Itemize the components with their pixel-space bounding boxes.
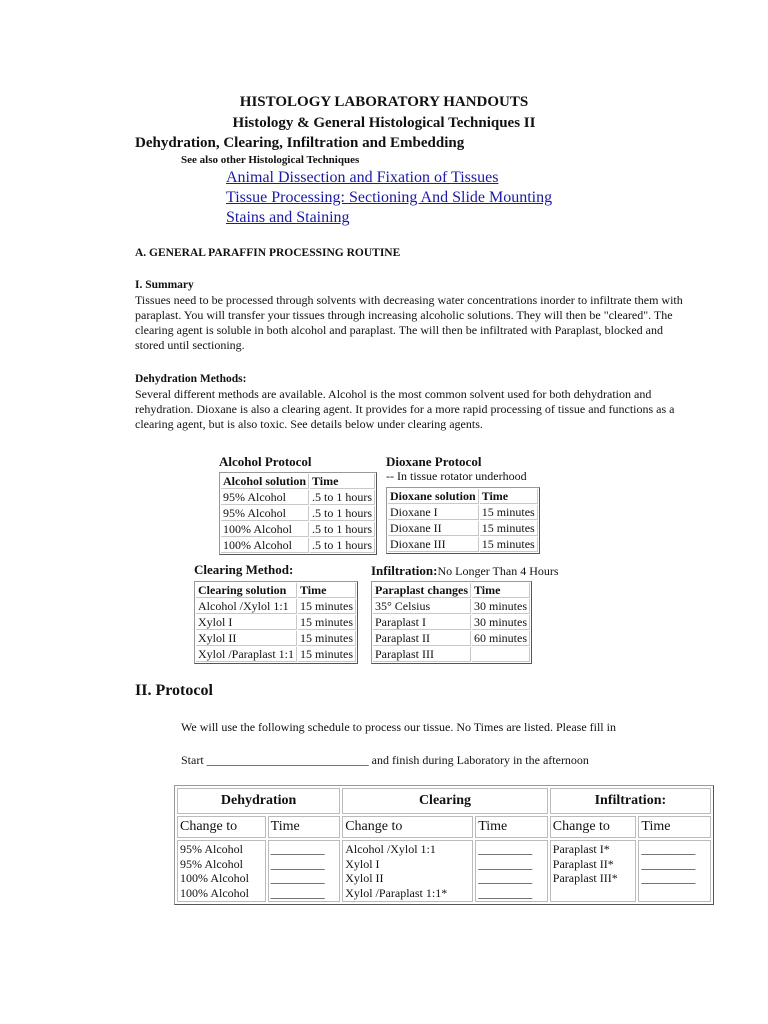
time-cell: 15 minutes: [298, 615, 356, 630]
time-blank[interactable]: _________: [270, 856, 325, 871]
time-cell: 15 minutes: [480, 537, 538, 552]
time-cell: 60 minutes: [472, 631, 530, 646]
table-row: [388, 521, 538, 536]
see-also-label: See also other Histological Techniques: [181, 154, 360, 166]
group-header-clearing: Clearing: [342, 788, 548, 814]
infiltration-table: [371, 581, 532, 664]
section-a-heading: A. GENERAL PARAFFIN PROCESSING ROUTINE: [135, 247, 401, 259]
schedule-table: [174, 785, 714, 905]
link-dissection-fixation[interactable]: Animal Dissection and Fixation of Tissues: [226, 169, 499, 186]
page-subtitle: Histology & General Histological Techniques II: [232, 115, 536, 131]
list-item: Alcohol /Xylol 1:1: [345, 842, 436, 856]
infiltration-list: [550, 840, 637, 902]
table-row: [373, 631, 530, 646]
time-blank[interactable]: _________: [478, 842, 533, 856]
time-blank[interactable]: _________: [478, 856, 533, 871]
list-item: Paraplast II*: [552, 856, 614, 871]
column-header: Time: [480, 489, 538, 504]
time-cell: 30 minutes: [472, 599, 530, 614]
table-row: [388, 537, 538, 552]
dehydration-list: [177, 840, 266, 902]
infiltration-heading: [371, 562, 559, 580]
table-row: [221, 490, 375, 505]
time-blank[interactable]: _________: [270, 842, 325, 856]
table-row: [196, 599, 356, 614]
clearing-list: [342, 840, 473, 902]
dioxane-protocol-title: Dioxane Protocol: [386, 454, 482, 469]
solution-cell: Paraplast I: [373, 615, 471, 630]
column-header-change-to: Change to: [177, 816, 266, 838]
time-cell: 30 minutes: [472, 615, 530, 630]
alcohol-protocol-title: Alcohol Protocol: [219, 454, 312, 469]
table-header-row: [221, 474, 375, 489]
table-row: [196, 615, 356, 630]
column-header: Time: [310, 474, 375, 489]
solution-cell: 95% Alcohol: [221, 490, 309, 505]
clearing-method-title: Clearing Method:: [194, 562, 294, 577]
page-topic: Dehydration, Clearing, Infiltration and Embedding: [135, 135, 465, 151]
alcohol-protocol-table: [219, 472, 377, 555]
table-header-row: [388, 489, 538, 504]
column-header: Alcohol solution: [221, 474, 309, 489]
solution-cell: 100% Alcohol: [221, 538, 309, 553]
time-blank[interactable]: _________: [641, 856, 696, 871]
solution-cell: 35° Celsius: [373, 599, 471, 614]
time-cell: 15 minutes: [298, 647, 356, 662]
start-line: Start ___________________________ and finish during Laboratory in the afternoon: [181, 753, 589, 767]
solution-cell: Dioxane II: [388, 521, 479, 536]
column-header-time: Time: [638, 816, 711, 838]
solution-cell: Dioxane III: [388, 537, 479, 552]
table-row: [221, 506, 375, 521]
time-cell: 15 minutes: [480, 505, 538, 520]
column-header: Time: [472, 583, 530, 598]
solution-cell: Paraplast II: [373, 631, 471, 646]
infiltration-time-blanks[interactable]: [638, 840, 711, 902]
time-cell: .5 to 1 hours: [310, 522, 375, 537]
clearing-time-blanks[interactable]: [475, 840, 548, 902]
dehydration-time-blanks[interactable]: [268, 840, 341, 902]
solution-cell: Xylol II: [196, 631, 297, 646]
column-header: Dioxane solution: [388, 489, 479, 504]
list-item: Paraplast I*: [552, 842, 610, 856]
list-item: 100% Alcohol: [180, 871, 249, 885]
group-header-dehydration: Dehydration: [177, 788, 340, 814]
table-header-row: [196, 583, 356, 598]
time-blank[interactable]: _________: [478, 885, 533, 900]
column-header-time: Time: [268, 816, 341, 838]
table-row: [196, 647, 356, 662]
column-header: Paraplast changes: [373, 583, 471, 598]
dioxane-protocol-table: [386, 487, 540, 554]
time-blank[interactable]: _________: [641, 842, 696, 856]
list-item: 95% Alcohol: [180, 842, 243, 856]
time-cell: 15 minutes: [298, 631, 356, 646]
table-row: [373, 615, 530, 630]
solution-cell: Alcohol /Xylol 1:1: [196, 599, 297, 614]
time-cell: .5 to 1 hours: [310, 538, 375, 553]
group-header-infiltration: Infiltration:: [550, 788, 711, 814]
link-tissue-processing[interactable]: Tissue Processing: Sectioning And Slide Mounting: [226, 189, 553, 206]
time-blank[interactable]: _________: [270, 885, 325, 900]
solution-cell: Paraplast III: [373, 647, 471, 662]
link-stains-staining[interactable]: Stains and Staining: [226, 209, 350, 226]
list-item: Xylol I: [345, 856, 380, 871]
table-row: [196, 631, 356, 646]
infiltration-note: No Longer Than 4 Hours: [437, 564, 559, 578]
protocol-intro-text: We will use the following schedule to process our tissue. No Times are listed. Please fill in: [181, 720, 616, 734]
list-item: 95% Alcohol: [180, 856, 243, 871]
dioxane-protocol-note: -- In tissue rotator underhood: [386, 469, 527, 483]
solution-cell: 100% Alcohol: [221, 522, 309, 537]
solution-cell: Dioxane I: [388, 505, 479, 520]
time-blank[interactable]: _________: [270, 871, 325, 885]
list-item: Paraplast III*: [552, 871, 618, 885]
time-cell: .5 to 1 hours: [310, 490, 375, 505]
solution-cell: Xylol /Paraplast 1:1: [196, 647, 297, 662]
time-blank[interactable]: _________: [641, 871, 696, 885]
infiltration-title: Infiltration:: [371, 563, 438, 578]
table-header-row: [373, 583, 530, 598]
dehydration-methods-text: Several different methods are available. Alcohol is the most common solvent used for both dehydration and rehydration. Dioxane is also a clearing agent. It provides for a more rapid processing of tissue and functions as a clearing agent, but is also toxic. See details below under clearing agents.: [135, 387, 675, 431]
column-header-change-to: Change to: [342, 816, 473, 838]
column-header: Clearing solution: [196, 583, 297, 598]
table-row: [373, 599, 530, 614]
section-b-heading: II. Protocol: [135, 682, 213, 699]
solution-cell: Xylol I: [196, 615, 297, 630]
time-cell: [472, 647, 530, 662]
schedule-body-row: [177, 840, 711, 902]
table-row: [373, 647, 530, 662]
time-cell: 15 minutes: [298, 599, 356, 614]
schedule-group-row: [177, 788, 711, 814]
table-row: [388, 505, 538, 520]
time-blank[interactable]: _________: [478, 871, 533, 885]
column-header: Time: [298, 583, 356, 598]
solution-cell: 95% Alcohol: [221, 506, 309, 521]
table-row: [221, 522, 375, 537]
summary-text: Tissues need to be processed through solvents with decreasing water concentrations inorder to infiltrate them with paraplast. You will transfer your tissues through increasing alcoholic solutions. They will then be "cleared". The clearing agent is soluble in both alcohol and paraplast. The will then be infiltrated with Paraplast, blocked and stored until sectioning.: [135, 293, 683, 352]
dehydration-methods-heading: Dehydration Methods:: [135, 373, 247, 385]
list-item: Xylol /Paraplast 1:1*: [345, 885, 448, 900]
table-row: [221, 538, 375, 553]
summary-heading: I. Summary: [135, 279, 194, 291]
schedule-column-row: [177, 816, 711, 838]
list-item: Xylol II: [345, 871, 384, 885]
clearing-method-table: [194, 581, 358, 664]
time-cell: .5 to 1 hours: [310, 506, 375, 521]
column-header-change-to: Change to: [550, 816, 637, 838]
page-title: HISTOLOGY LABORATORY HANDOUTS: [239, 94, 529, 110]
column-header-time: Time: [475, 816, 548, 838]
list-item: 100% Alcohol: [180, 885, 249, 900]
time-cell: 15 minutes: [480, 521, 538, 536]
